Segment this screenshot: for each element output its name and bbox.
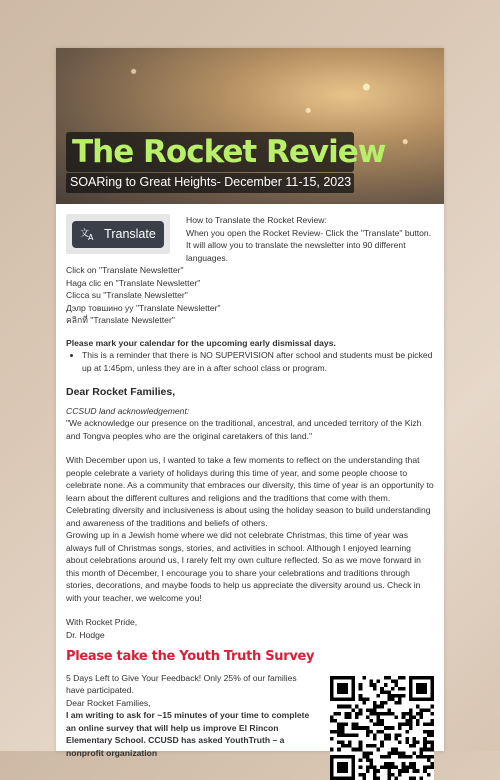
survey-title: Please take the Youth Truth Survey [66, 649, 315, 664]
language-line: Clicca su "Translate Newsletter" [66, 290, 188, 300]
header-banner [56, 48, 444, 204]
dismissal-heading: Please mark your calendar for the upcoming early dismissal days. [66, 337, 336, 348]
translate-button-label: Translate [104, 226, 156, 241]
letter-signoff: With Rocket Pride, [66, 617, 138, 627]
letter-paragraph-1: With December upon us, I wanted to take a few moments to reflect on the understanding that people celebrate a variety of holidays during this time of year, and some people choose to celebrate none. As a community that embraces our diversity, this time of year is an opportunity to learn about the different cultures and religions and the traditions that come with them. Celebrating diversity and inclusiveness is about using the holiday season to build understanding and awareness of the traditions and beliefs of others. [66, 455, 434, 528]
translate-widget [66, 214, 170, 254]
translate-section [66, 214, 434, 264]
language-line: Haga clic en "Translate Newsletter" [66, 277, 201, 288]
letter-greeting: Dear Rocket Families, [66, 386, 176, 398]
letter-signature: Dr. Hodge [66, 629, 105, 640]
translate-button[interactable] [72, 221, 164, 248]
svg-text:文: 文 [80, 229, 90, 239]
language-line: คลิกที่ "Translate Newsletter" [66, 315, 175, 325]
dismissal-bullet: • This is a reminder that there is NO SUPERVISION after school and students must be picked up at 1:45pm, unless they are in a after school class or program. [82, 349, 434, 374]
survey-request: I am writing to ask for ~15 minutes of your time to complete an online survey that will help us improve El Rincon Elementary School. CCUSD has asked YouthTruth – a nonprofit organization [66, 710, 310, 758]
language-line: Click on "Translate Newsletter" [66, 265, 184, 275]
dismissal-list [66, 349, 434, 374]
qr-code[interactable] [330, 676, 434, 780]
survey-greeting: Dear Rocket Families, [66, 697, 151, 708]
letter-paragraph-2: Growing up in a Jewish home where we did not celebrate Christmas, this time of year was always full of Christmas songs, stories, and activities in school. Although I enjoyed learning about celebrations around us, I rarely felt my own culture reflected. So as we move forward in this month of December, I encourage you to share your celebrations and traditions through stories, decorations, and maybe foods to help us appreciate the diversity around us. Check in with your teacher, we welcome you! [66, 530, 421, 603]
land-acknowledgement-title: CCSUD land acknowledgement: [66, 405, 190, 416]
translate-body: When you open the Rocket Review- Click the "Translate" button. It will allow you to translate the newsletter into 90 different languages. [186, 227, 432, 263]
translate-icon [80, 227, 96, 241]
survey-text [66, 672, 316, 780]
translate-language-lines [66, 264, 434, 327]
newsletter-card [56, 48, 444, 758]
land-acknowledgement-text: "We acknowledge our presence on the traditional, ancestral, and unceded territory of the Kizh and Tongva peoples who are the original caretakers of this land." [66, 418, 422, 441]
newsletter-title: The Rocket Review [72, 134, 386, 170]
survey-intro: 5 Days Left to Give Your Feedback! Only 25% of our families have participated. [66, 672, 297, 695]
language-line: Дэлр товшино уу "Translate Newsletter" [66, 302, 221, 313]
survey-section [66, 672, 434, 780]
translate-heading: How to Translate the Rocket Review: [186, 215, 327, 225]
svg-text:A: A [88, 233, 94, 242]
translate-instructions [186, 214, 434, 264]
newsletter-content [56, 204, 444, 780]
newsletter-subtitle: SOARing to Great Heights- December 11-15, 2023 [70, 175, 352, 189]
